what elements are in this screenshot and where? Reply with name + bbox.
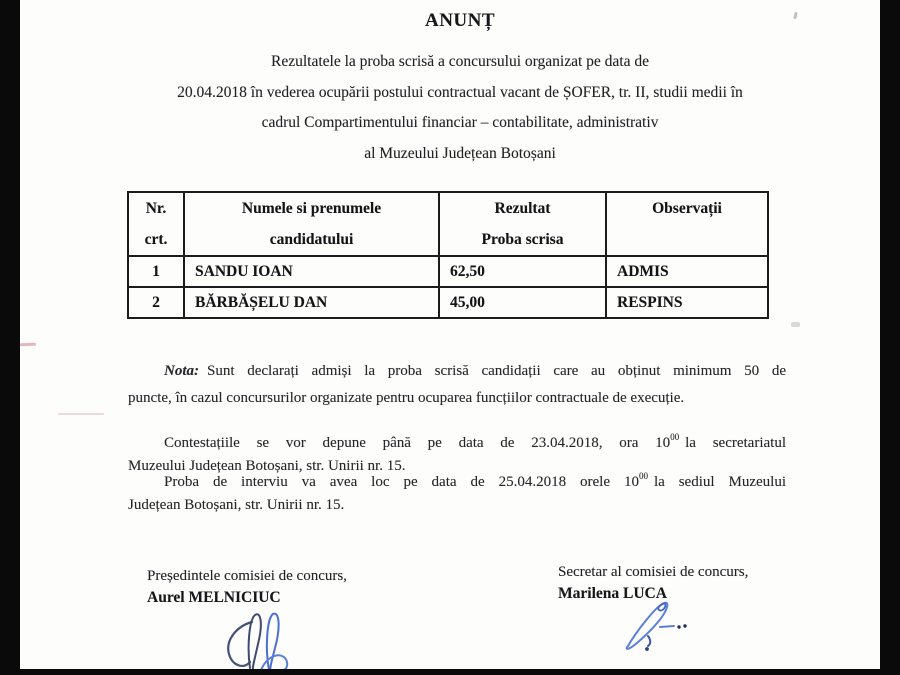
row2-nr: 2 — [128, 287, 184, 318]
header-line: Rezultat — [494, 200, 551, 217]
president-handwritten-signature-icon — [217, 608, 317, 670]
contestations-text: Contestațiile se vor depune până pe data de 23.04.2018, ora 10 — [164, 435, 671, 451]
interview-paragraph — [128, 466, 786, 517]
nota-text: Sunt declarați admiși la proba scrisă candidații care au obținut minimum 50 de — [207, 363, 786, 379]
document-page — [20, 0, 880, 675]
scan-artifact — [20, 343, 36, 347]
scan-edge-right — [880, 0, 900, 675]
intro-paragraph — [110, 47, 810, 169]
nota-line-2: puncte, în cazul concursurilor organizate pentru ocuparea funcțiilor contractuale de execuție. — [128, 390, 685, 406]
header-nr-crt — [128, 192, 184, 256]
table-row — [128, 256, 768, 287]
table-row — [128, 287, 768, 318]
scan-artifact — [58, 413, 104, 415]
scan-edge-left — [0, 0, 20, 675]
header-line: Nr. — [145, 200, 167, 217]
hour-superscript: 00 — [638, 471, 648, 481]
hour-superscript: 00 — [670, 432, 680, 442]
president-signature-block — [147, 566, 347, 608]
header-line: candidatului — [269, 231, 354, 248]
nota-paragraph — [128, 358, 786, 412]
interview-text-end: la sediul Muzeului — [653, 474, 786, 490]
header-line: crt. — [144, 231, 168, 248]
header-line: Proba scrisa — [481, 231, 564, 248]
row1-name: SANDU IOAN — [184, 256, 439, 287]
row1-result: ADMIS — [606, 256, 768, 287]
interview-line-2: Județean Botoșani, str. Unirii nr. 15. — [128, 497, 345, 513]
intro-line-2: 20.04.2018 în vederea ocupării postului contractual vacant de ȘOFER, tr. II, studii medii în — [177, 83, 743, 101]
contestations-line-1 — [128, 427, 786, 455]
nota-line-1 — [128, 358, 786, 385]
header-candidate-name — [184, 192, 439, 256]
interview-text: Proba de interviu va avea loc pe data de 25.04.2018 orele 10 — [164, 474, 639, 490]
row1-score: 62,50 — [439, 256, 606, 287]
header-written-result — [439, 192, 606, 256]
scan-edge-bottom — [0, 669, 900, 675]
nota-label: Nota: — [164, 363, 199, 379]
secretary-handwritten-signature-icon — [618, 596, 728, 654]
interview-line-1 — [128, 466, 786, 494]
intro-line-1: Rezultatele la proba scrisă a concursului organizat pe data de — [270, 53, 649, 70]
intro-line-3: cadrul Compartimentului financiar – contabilitate, administrativ — [261, 114, 659, 131]
secretary-role: Secretar al comisiei de concurs, — [558, 564, 749, 580]
header-line: Observații — [652, 200, 722, 217]
contestations-text-end: la secretariatul — [685, 435, 786, 451]
row2-result: RESPINS — [606, 287, 768, 318]
row2-name: BĂRBĂȘELU DAN — [184, 287, 439, 318]
president-role: Președintele comisiei de concurs, — [147, 568, 347, 584]
results-table — [127, 191, 769, 319]
table-header-row — [128, 192, 768, 256]
row2-score: 45,00 — [439, 287, 606, 318]
secretary-name: Marilena LUCA — [558, 585, 667, 602]
row1-nr: 1 — [128, 256, 184, 287]
contestations-line-2: Muzeului Județean Botoșani, str. Unirii nr. 15. — [128, 458, 406, 474]
header-line: Numele si prenumele — [241, 200, 382, 217]
page-title: ANUNȚ — [424, 10, 496, 31]
president-name: Aurel MELNICIUC — [147, 589, 281, 606]
scan-artifact — [791, 322, 800, 327]
header-observations — [606, 192, 768, 256]
intro-line-4: al Muzeului Județean Botoșani — [364, 144, 556, 162]
